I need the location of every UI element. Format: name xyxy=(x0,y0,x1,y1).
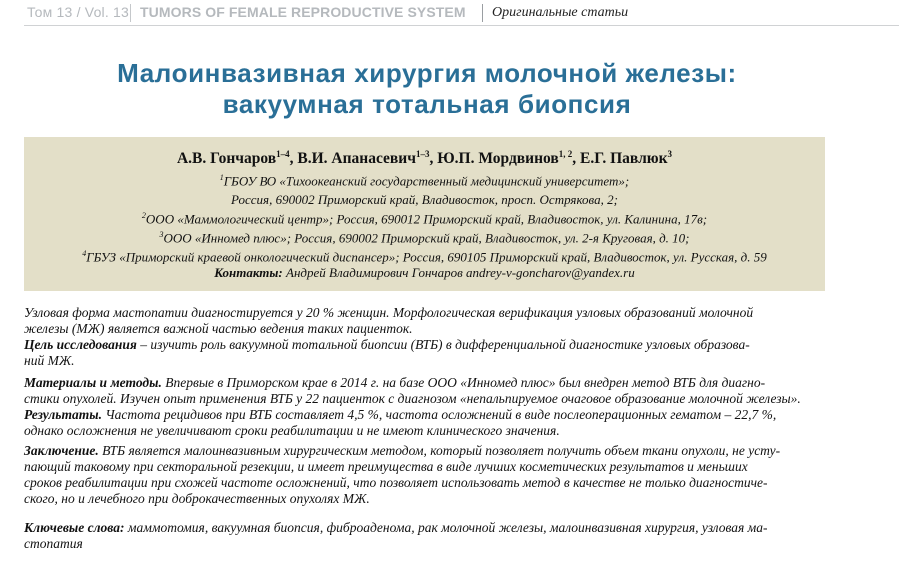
author-name: Е.Г. Павлюк xyxy=(580,150,668,168)
methods-label: Материалы и методы. xyxy=(24,375,162,390)
volume-label: Том 13 / Vol. 13 xyxy=(27,4,130,20)
header-rule xyxy=(24,25,899,26)
conclusion-label: Заключение. xyxy=(24,443,99,458)
section-label: Оригинальные статьи xyxy=(492,5,629,20)
contacts-label: Контакты: xyxy=(214,265,283,280)
abstract-line: пающий таковому при секторальной резекции, и имеет преимущества в виде лучших косметических результатов и меньших xyxy=(24,459,748,474)
keywords-line: стопатия xyxy=(24,536,83,551)
author-info-box xyxy=(24,137,825,291)
header-divider xyxy=(130,4,131,22)
affiliation-line: $^4$ГБУЗ «Приморский краевой онкологический диспансер»; Россия, 690105 Приморский край, Владивосток, ул. Русская, д. 59 xyxy=(82,249,767,265)
abstract-line: ний МЖ. xyxy=(24,353,75,368)
abstract-line: Заключение. ВТБ является малоинвазивным хирургическим методом, который позволяет получить объем ткани опухоли, не усту- xyxy=(24,443,781,458)
abstract-line: Цель исследования – изучить роль вакуумной тотальной биопсии (ВТБ) в дифференциальной диагностике узловых образова- xyxy=(24,337,750,352)
author-affiliation-marker: 3 xyxy=(667,149,673,159)
aim-label: Цель исследования xyxy=(24,337,137,352)
author-affiliation-marker: 1–3 xyxy=(415,149,430,159)
article-title-line-2: вакуумная тотальная биопсия xyxy=(222,89,632,119)
affiliation-line: $^1$ГБОУ ВО «Тихоокеанский государственный медицинский университет»; xyxy=(219,173,630,189)
abstract-line: ского, но и лечебного при доброкачественных опухолях МЖ. xyxy=(24,491,370,506)
contacts-text: Андрей Владимирович Гончаров andrey-v-goncharov@yandex.ru xyxy=(282,265,635,280)
author-name: В.И. Апанасевич xyxy=(297,150,416,168)
journal-title: TUMORS OF FEMALE REPRODUCTIVE SYSTEM xyxy=(140,4,466,20)
abstract-line: сроков реабилитации при схожей частоте осложнений, что позволяет использовать метод в качестве не только диагностиче- xyxy=(24,475,768,490)
abstract-line: Материалы и методы. Впервые в Приморском крае в 2014 г. на базе ООО «Инномед плюс» был внедрен метод ВТБ для диагно- xyxy=(24,375,766,390)
abstract-line: Результаты. Частота рецидивов при ВТБ составляет 4,5 %, частота осложнений в виде послеоперационных гематом – 22,7 %, xyxy=(24,407,777,422)
article-title-line-1: Малоинвазивная хирургия молочной железы: xyxy=(117,58,737,88)
affiliation-line: $^2$ООО «Маммологический центр»; Россия, 690012 Приморский край, Владивосток, ул. Калинина, 17в; xyxy=(141,211,708,227)
author-list: А.В. Гончаров$^{1-4}$, В.И. Апанасевич$^{1-3}$, Ю.П. Мордвинов$^{1, 2}$, Е.Г. Павлюк$^3$ xyxy=(176,149,673,168)
keywords-line: Ключевые слова: маммотомия, вакуумная биопсия, фиброаденома, рак молочной железы, малоинвазивная хирургия, узловая ма- xyxy=(24,520,768,535)
abstract-line: железы (МЖ) является важной частью ведения таких пациенток. xyxy=(24,321,413,336)
author-affiliation-marker: 1–4 xyxy=(276,149,290,159)
keywords-label: Ключевые слова: xyxy=(24,520,125,535)
affiliation-line: Россия, 690002 Приморский край, Владивосток, просп. Острякова, 2; xyxy=(231,192,618,207)
abstract-line: стики опухолей. Изучен опыт применения ВТБ у 22 пациенток с диагнозом «непальпируемое очаговое образование молочной железы». xyxy=(24,391,801,406)
header-divider xyxy=(482,4,483,22)
author-name: А.В. Гончаров xyxy=(176,150,277,168)
running-header xyxy=(0,0,899,28)
affiliation-line: $^3$ООО «Инномед плюс»; Россия, 690002 Приморский край, Владивосток, ул. 2-я Круговая, д. 10; xyxy=(159,230,690,246)
results-label: Результаты. xyxy=(24,407,102,422)
author-affiliation-marker: 1, 2 xyxy=(558,149,573,159)
author-name: Ю.П. Мордвинов xyxy=(437,150,559,168)
contacts-line xyxy=(24,265,825,281)
abstract-line: однако осложнения не увеличивают сроки реабилитации и не имеют клинического значения. xyxy=(24,423,560,438)
abstract-line: Узловая форма мастопатии диагностируется у 20 % женщин. Морфологическая верификация узловых образований молочной xyxy=(24,305,754,320)
